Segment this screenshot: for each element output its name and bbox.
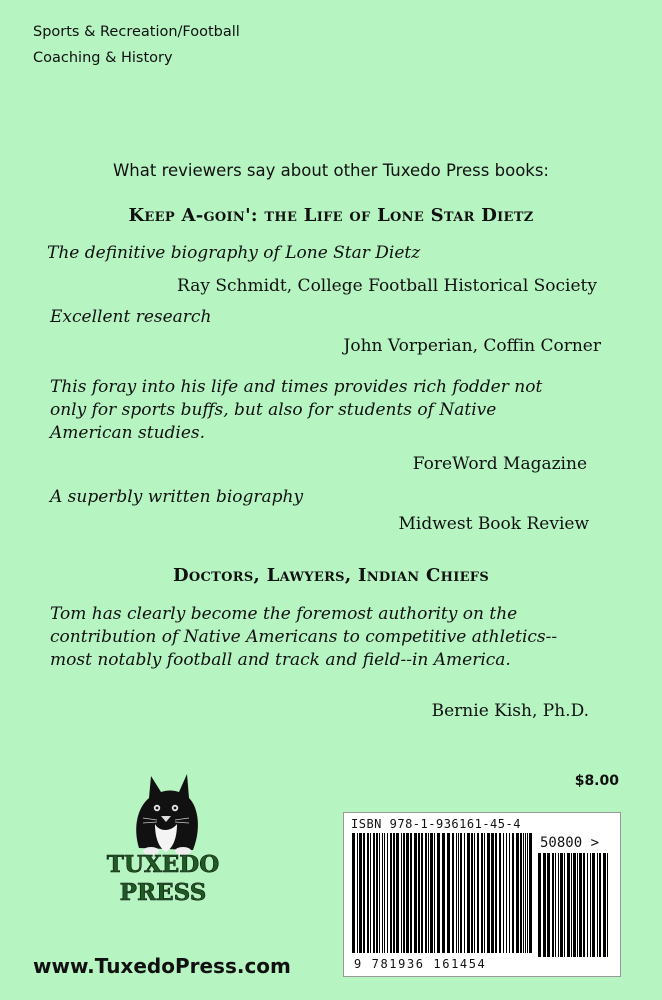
review-quote: The definitive biography of Lone Star Dietz bbox=[47, 243, 421, 263]
barcode-bar bbox=[428, 833, 429, 953]
barcode-bar bbox=[425, 833, 427, 953]
barcode-bar bbox=[430, 833, 433, 953]
barcode-bar bbox=[460, 833, 462, 953]
barcode-bar bbox=[543, 853, 546, 957]
barcode-bar bbox=[442, 833, 445, 953]
barcode-bar bbox=[564, 853, 565, 957]
barcode-bar bbox=[471, 833, 473, 953]
barcode-bar bbox=[538, 853, 541, 957]
barcode-bar bbox=[373, 833, 375, 953]
barcode-bar bbox=[573, 853, 576, 957]
price: $8.00 bbox=[574, 773, 619, 789]
barcode-bar bbox=[499, 833, 501, 953]
barcode-bar bbox=[484, 833, 485, 953]
tuxedo-press-logo bbox=[93, 768, 233, 908]
barcode-bar bbox=[434, 833, 435, 953]
barcode-bar bbox=[363, 833, 365, 953]
barcode-bar bbox=[367, 833, 369, 953]
barcode-bar bbox=[382, 833, 383, 953]
review-source: Bernie Kish, Ph.D. bbox=[431, 701, 589, 721]
barcode-bar bbox=[516, 833, 519, 953]
category-line-2: Coaching & History bbox=[33, 50, 173, 66]
website-link[interactable]: www.TuxedoPress.com bbox=[33, 954, 291, 978]
barcode-bar bbox=[579, 853, 582, 957]
review-quote: Excellent research bbox=[50, 307, 212, 327]
barcode-bar bbox=[387, 833, 388, 953]
barcode-bar bbox=[560, 853, 563, 957]
barcode-bar bbox=[410, 833, 412, 953]
barcode-bar bbox=[467, 833, 470, 953]
barcode-bar bbox=[379, 833, 380, 953]
barcode-bar bbox=[464, 833, 465, 953]
barcode-bar bbox=[370, 833, 371, 953]
barcode-bar bbox=[403, 833, 405, 953]
barcode-bar bbox=[592, 853, 595, 957]
ean-digits: 9 781936 161454 bbox=[354, 957, 487, 971]
barcode-bar bbox=[583, 853, 585, 957]
logo-line-1: TUXEDO bbox=[106, 851, 220, 878]
review-source: Ray Schmidt, College Football Historical Society bbox=[177, 276, 597, 296]
reviews-heading: What reviewers say about other Tuxedo Press books: bbox=[112, 161, 549, 180]
barcode-bar bbox=[495, 833, 497, 953]
review-quote: A superbly written biography bbox=[50, 487, 304, 507]
barcode-bar bbox=[555, 853, 556, 957]
barcode-bar bbox=[406, 833, 409, 953]
barcode-bar bbox=[567, 853, 570, 957]
price-addon-barcode bbox=[538, 853, 612, 971]
barcode-bar bbox=[390, 833, 392, 953]
barcode-bar bbox=[396, 833, 399, 953]
isbn-text: ISBN 978-1-936161-45-4 bbox=[351, 817, 521, 831]
barcode-bar bbox=[599, 853, 601, 957]
logo-line-2: PRESS bbox=[119, 879, 207, 906]
barcode-bar bbox=[577, 853, 578, 957]
tuxedo-cat-icon bbox=[136, 774, 198, 855]
review-quote: This foray into his life and times provides rich fodder not only for sports buffs, but also for students of Native American studies. bbox=[50, 377, 543, 443]
barcode-bar bbox=[452, 833, 454, 953]
review-quote: Tom has clearly become the foremost authority on the contribution of Native Americans to competitive athletics--most notably football and track and field--in America. bbox=[50, 604, 558, 670]
barcode-bar bbox=[509, 833, 510, 953]
barcode-bar bbox=[401, 833, 402, 953]
barcode-bar bbox=[571, 853, 572, 957]
barcode-bar bbox=[418, 833, 420, 953]
barcode-bar bbox=[607, 853, 608, 957]
barcode-bar bbox=[447, 833, 450, 953]
barcode-bar bbox=[523, 833, 524, 953]
barcode-bar bbox=[527, 833, 528, 953]
barcode-bar bbox=[491, 833, 494, 953]
barcode-bar bbox=[474, 833, 475, 953]
category-line-1: Sports & Recreation/Football bbox=[33, 24, 240, 40]
barcode-bar bbox=[456, 833, 457, 953]
barcode-bar bbox=[590, 853, 591, 957]
barcode-bar bbox=[393, 833, 395, 953]
barcode-bar bbox=[359, 833, 362, 953]
barcode-bar bbox=[547, 853, 550, 957]
barcode-bar bbox=[597, 853, 598, 957]
barcode-bar bbox=[525, 833, 526, 953]
barcode-bar bbox=[587, 853, 588, 957]
price-code: 50800 > bbox=[540, 835, 600, 851]
barcode-bar bbox=[512, 833, 514, 953]
barcode-bar bbox=[384, 833, 385, 953]
barcode-bar bbox=[552, 853, 554, 957]
barcode-bar bbox=[558, 853, 559, 957]
review-source: John Vorperian, Coffin Corner bbox=[343, 336, 601, 356]
barcode-bar bbox=[503, 833, 504, 953]
barcode-bar bbox=[376, 833, 378, 953]
barcode-bar bbox=[458, 833, 459, 953]
barcode-bar bbox=[352, 833, 355, 953]
barcode-box bbox=[343, 812, 621, 977]
book1-title: Keep A-goin': the Life of Lone Star Dietz bbox=[128, 205, 534, 226]
book2-title: Doctors, Lawyers, Indian Chiefs bbox=[172, 565, 490, 586]
review-source: ForeWord Magazine bbox=[412, 454, 587, 474]
barcode-bar bbox=[357, 833, 358, 953]
review-source: Midwest Book Review bbox=[398, 514, 589, 534]
barcode-bar bbox=[481, 833, 483, 953]
barcode-bar bbox=[506, 833, 507, 953]
barcode-bar bbox=[529, 833, 532, 953]
barcode-bar bbox=[437, 833, 440, 953]
barcode-bar bbox=[603, 853, 606, 957]
barcode-bar bbox=[477, 833, 479, 953]
ean-barcode bbox=[352, 833, 532, 959]
barcode-bar bbox=[414, 833, 417, 953]
barcode-bar bbox=[520, 833, 522, 953]
barcode-bar bbox=[487, 833, 490, 953]
barcode-bar bbox=[421, 833, 423, 953]
